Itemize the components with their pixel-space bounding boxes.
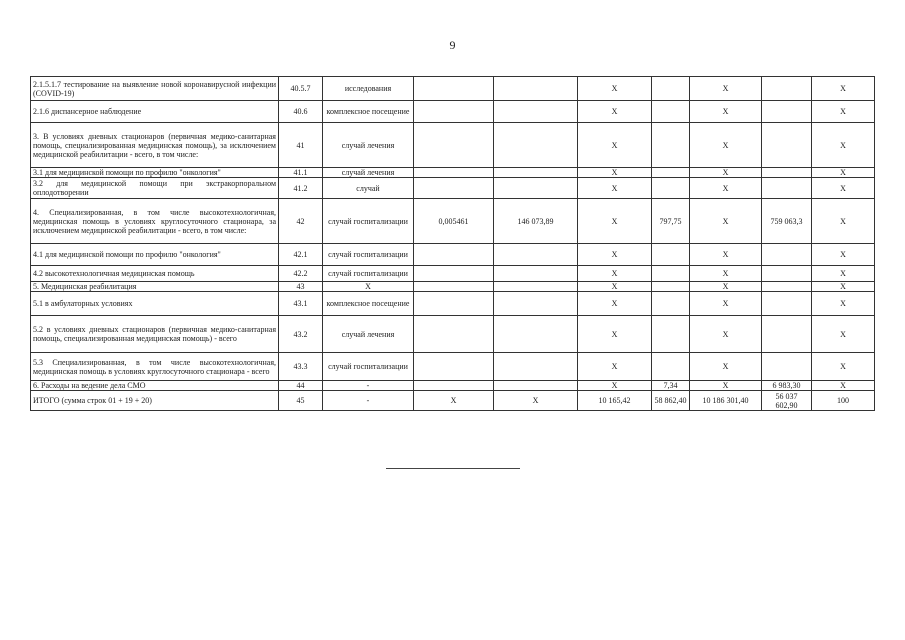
value-col-8: X — [690, 282, 762, 292]
row-number: 42 — [279, 199, 323, 244]
value-col-8: X — [690, 123, 762, 168]
value-col-7 — [652, 77, 690, 101]
unit-of-measure: случай госпитализации — [323, 266, 414, 282]
value-col-7: 797,75 — [652, 199, 690, 244]
table-row — [31, 316, 875, 353]
value-col-10: X — [812, 316, 875, 353]
value-col-5 — [494, 244, 578, 266]
row-name: 4. Специализированная, в том числе высокотехнологичная, медицинская помощь в условиях круглосуточного стационара, за исключением медицинской реабилитации - всего, в том числе: — [31, 199, 279, 244]
value-col-7 — [652, 101, 690, 123]
value-col-9 — [762, 244, 812, 266]
row-number: 41.1 — [279, 168, 323, 178]
value-col-10: X — [812, 101, 875, 123]
table-row — [31, 244, 875, 266]
value-col-4 — [414, 178, 494, 199]
value-col-5 — [494, 381, 578, 391]
row-number: 44 — [279, 381, 323, 391]
value-col-4: 0,005461 — [414, 199, 494, 244]
value-col-7: 7,34 — [652, 381, 690, 391]
unit-of-measure: случай госпитализации — [323, 244, 414, 266]
value-col-5 — [494, 282, 578, 292]
value-col-10: X — [812, 199, 875, 244]
value-col-6: X — [578, 244, 652, 266]
row-name: 3.2 для медицинской помощи при экстракорпоральном оплодотворении — [31, 178, 279, 199]
value-col-5: X — [494, 391, 578, 411]
row-number: 45 — [279, 391, 323, 411]
value-col-4 — [414, 77, 494, 101]
value-col-9 — [762, 266, 812, 282]
row-name: 6. Расходы на ведение дела СМО — [31, 381, 279, 391]
value-col-10: X — [812, 381, 875, 391]
table-row — [31, 353, 875, 381]
value-col-8: X — [690, 199, 762, 244]
value-col-7 — [652, 244, 690, 266]
value-col-7 — [652, 178, 690, 199]
value-col-9 — [762, 282, 812, 292]
value-col-6: X — [578, 199, 652, 244]
value-col-4: X — [414, 391, 494, 411]
value-col-10: X — [812, 266, 875, 282]
value-col-8: 10 186 301,40 — [690, 391, 762, 411]
value-col-6: X — [578, 168, 652, 178]
value-col-4 — [414, 101, 494, 123]
row-number: 41.2 — [279, 178, 323, 199]
value-col-8: X — [690, 178, 762, 199]
table-row — [31, 199, 875, 244]
unit-of-measure: исследования — [323, 77, 414, 101]
value-col-9: 759 063,3 — [762, 199, 812, 244]
row-name: 3.1 для медицинской помощи по профилю "онкология" — [31, 168, 279, 178]
value-col-5 — [494, 266, 578, 282]
row-name: 3. В условиях дневных стационаров (первичная медико-санитарная помощь, специализированная медицинская помощь), за исключением медицинской реабилитации - всего, в том числе: — [31, 123, 279, 168]
value-col-6: X — [578, 101, 652, 123]
row-number: 41 — [279, 123, 323, 168]
value-col-9 — [762, 353, 812, 381]
row-name: 5. Медицинская реабилитация — [31, 282, 279, 292]
value-col-9 — [762, 77, 812, 101]
table-row — [31, 77, 875, 101]
unit-of-measure: случай лечения — [323, 316, 414, 353]
table-row — [31, 178, 875, 199]
value-col-6: X — [578, 77, 652, 101]
value-col-8: X — [690, 353, 762, 381]
value-col-9 — [762, 316, 812, 353]
value-col-6: X — [578, 123, 652, 168]
value-col-10: X — [812, 77, 875, 101]
value-col-7 — [652, 123, 690, 168]
row-name: 2.1.6 диспансерное наблюдение — [31, 101, 279, 123]
value-col-8: X — [690, 266, 762, 282]
value-col-10: X — [812, 282, 875, 292]
value-col-4 — [414, 266, 494, 282]
value-col-4 — [414, 316, 494, 353]
unit-of-measure: случай госпитализации — [323, 353, 414, 381]
unit-of-measure: - — [323, 381, 414, 391]
value-col-5 — [494, 168, 578, 178]
value-col-5 — [494, 77, 578, 101]
value-col-6: X — [578, 316, 652, 353]
table-body — [31, 77, 875, 411]
value-col-5 — [494, 178, 578, 199]
table-row — [31, 266, 875, 282]
row-number: 42.1 — [279, 244, 323, 266]
value-col-9 — [762, 292, 812, 316]
value-col-4 — [414, 282, 494, 292]
value-col-4 — [414, 353, 494, 381]
value-col-7 — [652, 353, 690, 381]
value-col-7 — [652, 266, 690, 282]
unit-of-measure: комплексное посещение — [323, 101, 414, 123]
table-row — [31, 381, 875, 391]
value-col-6: X — [578, 266, 652, 282]
page-number: 9 — [449, 38, 456, 52]
value-col-6: X — [578, 178, 652, 199]
value-col-6: X — [578, 353, 652, 381]
value-col-10: X — [812, 292, 875, 316]
table-row — [31, 391, 875, 411]
unit-of-measure: случай лечения — [323, 123, 414, 168]
unit-of-measure: случай госпитализации — [323, 199, 414, 244]
value-col-5 — [494, 292, 578, 316]
value-col-9: 56 037 602,90 — [762, 391, 812, 411]
row-name: 2.1.5.1.7 тестирование на выявление новой коронавирусной инфекции (COVID-19) — [31, 77, 279, 101]
row-number: 43.3 — [279, 353, 323, 381]
row-number: 40.6 — [279, 101, 323, 123]
value-col-5 — [494, 101, 578, 123]
row-name: 5.3 Специализированная, в том числе высокотехнологичная, медицинская помощь в условиях круглосуточного стационара - всего — [31, 353, 279, 381]
value-col-9: 6 983,30 — [762, 381, 812, 391]
unit-of-measure: случай лечения — [323, 168, 414, 178]
value-col-5 — [494, 123, 578, 168]
unit-of-measure: случай — [323, 178, 414, 199]
value-col-10: X — [812, 178, 875, 199]
value-col-8: X — [690, 77, 762, 101]
value-col-6: 10 165,42 — [578, 391, 652, 411]
table-row — [31, 292, 875, 316]
value-col-4 — [414, 244, 494, 266]
value-col-7 — [652, 282, 690, 292]
table-row — [31, 282, 875, 292]
value-col-5 — [494, 353, 578, 381]
value-col-7 — [652, 168, 690, 178]
value-col-10: X — [812, 123, 875, 168]
table-row — [31, 123, 875, 168]
value-col-9 — [762, 178, 812, 199]
value-col-4 — [414, 292, 494, 316]
value-col-10: X — [812, 244, 875, 266]
row-name: 5.1 в амбулаторных условиях — [31, 292, 279, 316]
value-col-6: X — [578, 292, 652, 316]
value-col-9 — [762, 101, 812, 123]
value-col-8: X — [690, 316, 762, 353]
row-number: 43 — [279, 282, 323, 292]
data-table — [30, 76, 875, 411]
value-col-6: X — [578, 282, 652, 292]
row-number: 43.1 — [279, 292, 323, 316]
value-col-9 — [762, 168, 812, 178]
value-col-8: X — [690, 381, 762, 391]
row-name: 4.1 для медицинской помощи по профилю "онкология" — [31, 244, 279, 266]
value-col-9 — [762, 123, 812, 168]
footnote-rule — [386, 468, 520, 469]
value-col-7: 58 862,40 — [652, 391, 690, 411]
row-name: 4.2 высокотехнологичная медицинская помощь — [31, 266, 279, 282]
row-number: 43.2 — [279, 316, 323, 353]
unit-of-measure: X — [323, 282, 414, 292]
row-name: ИТОГО (сумма строк 01 + 19 + 20) — [31, 391, 279, 411]
unit-of-measure: - — [323, 391, 414, 411]
value-col-6: X — [578, 381, 652, 391]
row-number: 40.5.7 — [279, 77, 323, 101]
value-col-8: X — [690, 292, 762, 316]
table-row — [31, 101, 875, 123]
value-col-4 — [414, 123, 494, 168]
unit-of-measure: комплексное посещение — [323, 292, 414, 316]
value-col-10: X — [812, 168, 875, 178]
value-col-8: X — [690, 168, 762, 178]
value-col-8: X — [690, 244, 762, 266]
row-name: 5.2 в условиях дневных стационаров (первичная медико-санитарная помощь, специализированная медицинская помощь) - всего — [31, 316, 279, 353]
value-col-10: X — [812, 353, 875, 381]
table-row — [31, 168, 875, 178]
row-number: 42.2 — [279, 266, 323, 282]
value-col-4 — [414, 381, 494, 391]
value-col-7 — [652, 316, 690, 353]
value-col-4 — [414, 168, 494, 178]
value-col-7 — [652, 292, 690, 316]
value-col-5: 146 073,89 — [494, 199, 578, 244]
value-col-10: 100 — [812, 391, 875, 411]
value-col-8: X — [690, 101, 762, 123]
value-col-5 — [494, 316, 578, 353]
